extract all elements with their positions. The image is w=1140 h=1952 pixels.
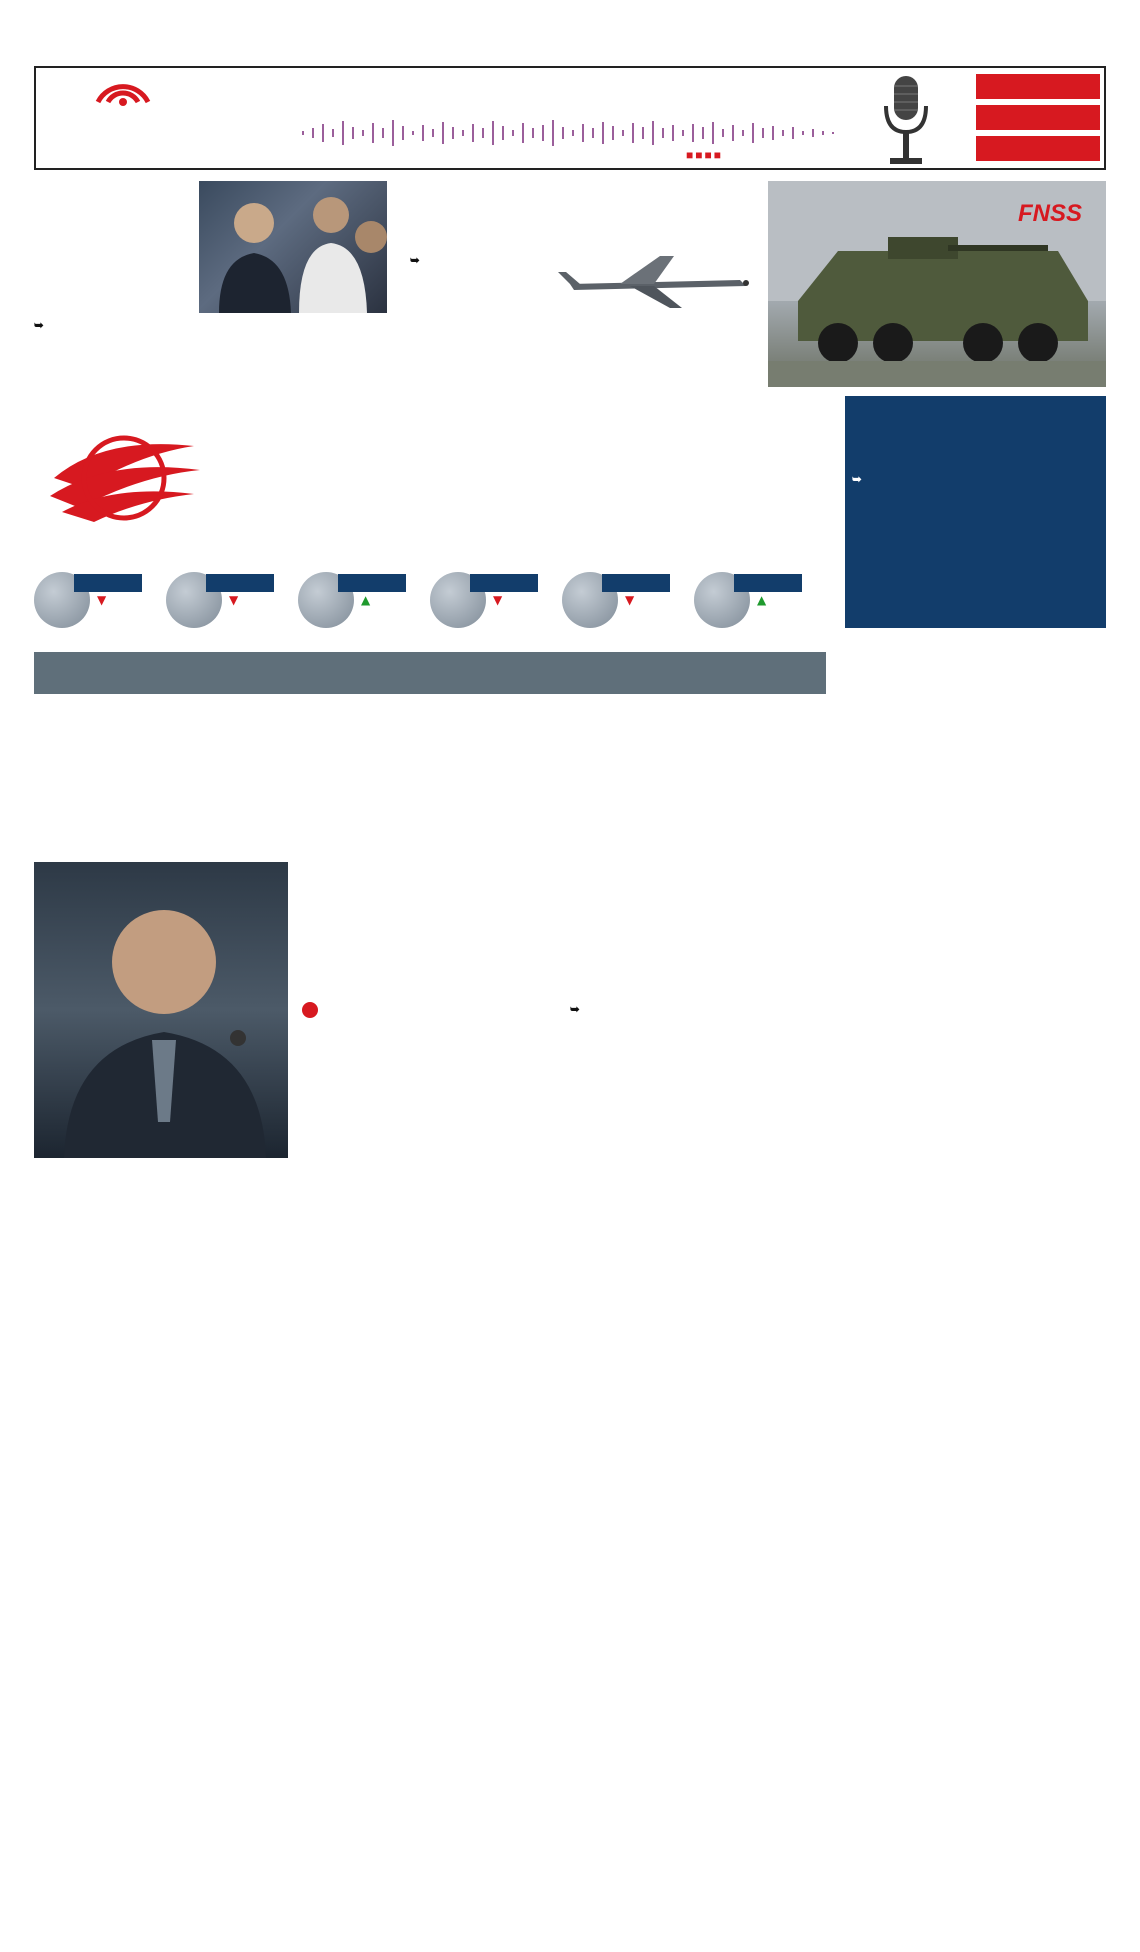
people-photo-placeholder xyxy=(199,181,387,313)
analiz-marker-icon xyxy=(302,1002,318,1018)
arrow-down-icon: ▼ xyxy=(229,593,239,607)
pars-vehicle-photo xyxy=(768,181,1106,387)
globe-logo-icon xyxy=(44,416,204,526)
arrow-up-icon: ▲ xyxy=(361,593,371,607)
lead-body-col1 xyxy=(302,1002,560,1018)
lead-body-col2 xyxy=(570,1002,828,1017)
erdogan-photo xyxy=(199,181,387,313)
pars-story-box xyxy=(845,396,1106,628)
lead-kicker[interactable] xyxy=(34,652,826,694)
radio-social[interactable] xyxy=(686,146,723,163)
portrait-placeholder xyxy=(34,862,288,1158)
radio-ad-banner[interactable] xyxy=(34,66,1106,170)
arrow-down-icon: ▼ xyxy=(97,593,107,607)
jump-arrow-icon: ➥ xyxy=(34,320,44,332)
ticker-euro xyxy=(166,572,294,632)
ticker-dolar xyxy=(34,572,162,632)
arrow-down-icon: ▼ xyxy=(625,593,635,607)
ticker-parite xyxy=(298,572,426,632)
pars-body xyxy=(852,473,1102,488)
ticker-altin xyxy=(430,572,558,632)
microphone-icon xyxy=(876,72,936,168)
ticker-bist100 xyxy=(562,572,690,632)
kudus-body xyxy=(34,318,394,333)
ticker-petrol xyxy=(694,572,822,632)
armored-vehicle-image xyxy=(768,181,1106,387)
tb3-body xyxy=(410,253,760,268)
jump-arrow-icon: ➥ xyxy=(852,474,862,486)
arrow-up-icon: ▲ xyxy=(757,593,767,607)
radio-logo xyxy=(58,82,268,162)
radio-waves-icon xyxy=(88,76,158,106)
social-icons: ■■■■ xyxy=(686,148,723,162)
jump-arrow-icon: ➥ xyxy=(410,255,420,267)
radio-pill-2 xyxy=(976,105,1100,130)
sound-wave-graphic xyxy=(298,118,858,148)
radio-pill-3 xyxy=(976,136,1100,161)
radio-pill-1 xyxy=(976,74,1100,99)
bolat-photo xyxy=(34,862,288,1158)
fnss-logo: FNSS xyxy=(1018,200,1083,227)
jump-arrow-icon: ➥ xyxy=(570,1004,580,1016)
arrow-down-icon: ▼ xyxy=(493,593,503,607)
